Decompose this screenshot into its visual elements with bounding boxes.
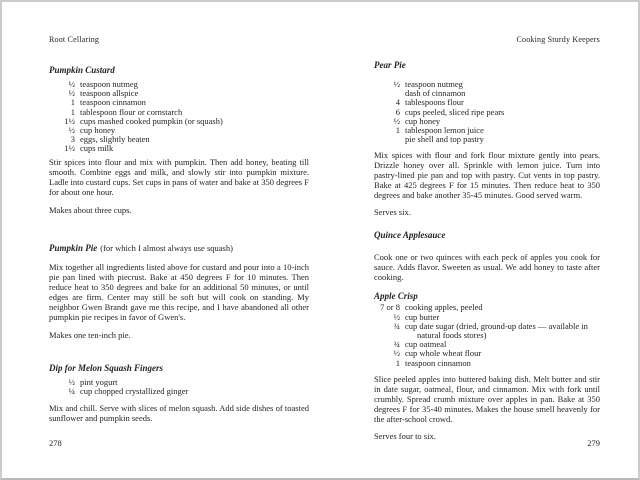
ingredient-quantity: 1	[70, 106, 75, 117]
ingredient-quantity: 1	[395, 125, 400, 136]
ingredient-list	[49, 80, 309, 154]
recipe-instructions: Slice peeled apples into buttered baking dish. Melt butter and stir in date sugar, oatmeal, flour, and cinnamon. Mix with fork until crumbly. Spread crumb mixture over apples in pan. Bake at 350 degrees F for 35-40 minutes. Makes the house smell heavenly for the after-school crowd.	[374, 373, 600, 424]
recipe-melon-dip	[49, 363, 309, 423]
ingredient-name: eggs, slightly beaten	[80, 134, 150, 145]
ingredient-quantity: 1	[70, 97, 75, 108]
page-number-right: 279	[587, 438, 600, 448]
recipe-yield: Serves six.	[374, 207, 411, 218]
ingredient-quantity: ½	[393, 311, 400, 322]
ingredient-name: tablespoon lemon juice	[405, 125, 484, 136]
ingredient-name: tablespoon flour or cornstarch	[80, 106, 183, 117]
ingredient-name: teaspoon cinnamon	[405, 357, 471, 368]
ingredient-quantity: ½	[68, 125, 75, 136]
ingredient-name: cups peeled, sliced ripe pears	[405, 106, 505, 117]
ingredient-list	[374, 303, 600, 367]
recipe-yield: Makes one ten-inch pie.	[49, 329, 131, 340]
ingredient-quantity	[374, 135, 400, 144]
ingredient-quantity: ¾	[393, 339, 400, 350]
recipe-yield: Makes about three cups.	[49, 204, 132, 215]
ingredient-quantity: 3	[70, 134, 75, 145]
ingredient-name: cup butter	[405, 311, 440, 322]
recipe-instructions: Mix together all ingredients listed above for custard and pour into a 10-inch pie pan lined with piecrust. Bake at 450 degrees F for 10 minutes. Then reduce heat to 350 degrees and bake for an additional 50 minutes, or until edges are firm. Center may still be soft but will cook on standing. My neighbor Gwen Brandt gave me this recipe, and I have abandoned all other pumpkin pie recipes in favor of Gwen's.	[49, 261, 309, 322]
ingredient-name: cup chopped crystallized ginger	[80, 385, 189, 396]
ingredient-row	[374, 322, 600, 340]
ingredient-quantity: 1	[395, 357, 400, 368]
ingredient-name: cup oatmeal	[405, 339, 447, 350]
recipe-quince-applesauce	[374, 230, 600, 282]
ingredient-name: teaspoon cinnamon	[80, 97, 146, 108]
ingredient-row	[49, 144, 309, 153]
recipe-title	[49, 243, 309, 253]
recipe-instructions: Cook one or two quinces with each peck of apples you cook for sauce. Adds flavor. Sweeten as usual. We add honey to taste after cooking.	[374, 252, 600, 283]
ingredient-row	[49, 387, 309, 396]
ingredient-name: tablespoons flour	[405, 97, 464, 108]
ingredient-name: cooking apples, peeled	[405, 302, 483, 313]
ingredient-name: pint yogurt	[80, 376, 118, 387]
ingredient-quantity: ½	[393, 348, 400, 359]
ingredient-quantity: ½	[393, 115, 400, 126]
ingredient-quantity: ¾	[393, 320, 400, 331]
recipe-title-text: Pumpkin Pie	[49, 242, 98, 253]
ingredient-quantity: 7 or 8	[380, 302, 400, 313]
page-left	[49, 2, 309, 478]
ingredient-quantity: 6	[395, 106, 400, 117]
ingredient-list	[374, 80, 600, 144]
ingredient-quantity: 4	[395, 97, 400, 108]
page-right	[374, 2, 600, 478]
ingredient-quantity: 1½	[64, 115, 75, 126]
ingredient-row	[374, 135, 600, 144]
ingredient-name: pie shell and top pastry	[405, 134, 484, 145]
ingredient-name: cup date sugar (dried, ground-up dates — available in natural foods stores)	[405, 320, 588, 341]
recipe-instructions: Mix and chill. Serve with slices of melon squash. Add side dishes of toasted sunflower and pumpkin seeds.	[49, 403, 309, 424]
ingredient-name: teaspoon nutmeg	[405, 79, 463, 89]
ingredient-name: cups mashed cooked pumpkin (or squash)	[80, 115, 223, 126]
ingredient-list	[49, 378, 309, 396]
ingredient-row	[374, 359, 600, 368]
ingredient-name: cup honey	[405, 115, 441, 126]
recipe-instructions: Stir spices into flour and mix with pumpkin. Then add honey, beating till smooth. Combine eggs and milk, and slowly stir into pumpkin mixture. Ladle into custard cups. Set cups in pans of water and bake at 350 degrees F for about one hour.	[49, 156, 309, 197]
ingredient-quantity: ¼	[68, 385, 75, 396]
recipe-title: Dip for Melon Squash Fingers	[49, 362, 164, 373]
recipe-pumpkin-custard	[49, 65, 309, 215]
running-header-right: Cooking Sturdy Keepers	[516, 35, 600, 44]
recipe-pear-pie	[374, 60, 600, 217]
recipe-pumpkin-pie	[49, 243, 309, 340]
ingredient-name: cup honey	[80, 125, 116, 136]
recipe-title: Apple Crisp	[374, 291, 418, 302]
recipe-instructions: Mix spices with flour and fork flour mixture gently into pears. Drizzle honey over all. Sprinkle with lemon juice. Turn into pastry-lined pie pan and top with pastry. Cut vents in top pastry. Bake at 425 degrees F for 15 minutes. Then reduce heat to 350 degrees and bake another 35-45 minutes. Good served warm.	[374, 150, 600, 201]
recipe-title-note: (for which I almost always use squash)	[100, 242, 233, 253]
ingredient-quantity: ½	[393, 79, 400, 89]
ingredient-name: teaspoon allspice	[80, 88, 139, 99]
ingredient-name: cup whole wheat flour	[405, 348, 482, 359]
recipe-yield: Serves four to six.	[374, 430, 436, 441]
ingredient-name: teaspoon nutmeg	[80, 79, 138, 89]
ingredient-name: dash of cinnamon	[405, 88, 466, 99]
ingredient-quantity: 1½	[64, 143, 75, 154]
ingredient-quantity: ½	[68, 376, 75, 387]
recipe-title: Quince Applesauce	[374, 230, 446, 241]
ingredient-quantity: ½	[68, 88, 75, 99]
ingredient-quantity: ½	[68, 79, 75, 89]
recipe-apple-crisp	[374, 291, 600, 440]
recipe-title: Pumpkin Custard	[49, 65, 115, 75]
recipe-title: Pear Pie	[374, 60, 406, 70]
running-header-left: Root Cellaring	[49, 35, 100, 44]
ingredient-name: cups milk	[80, 143, 114, 154]
page-number-left: 278	[49, 438, 62, 448]
